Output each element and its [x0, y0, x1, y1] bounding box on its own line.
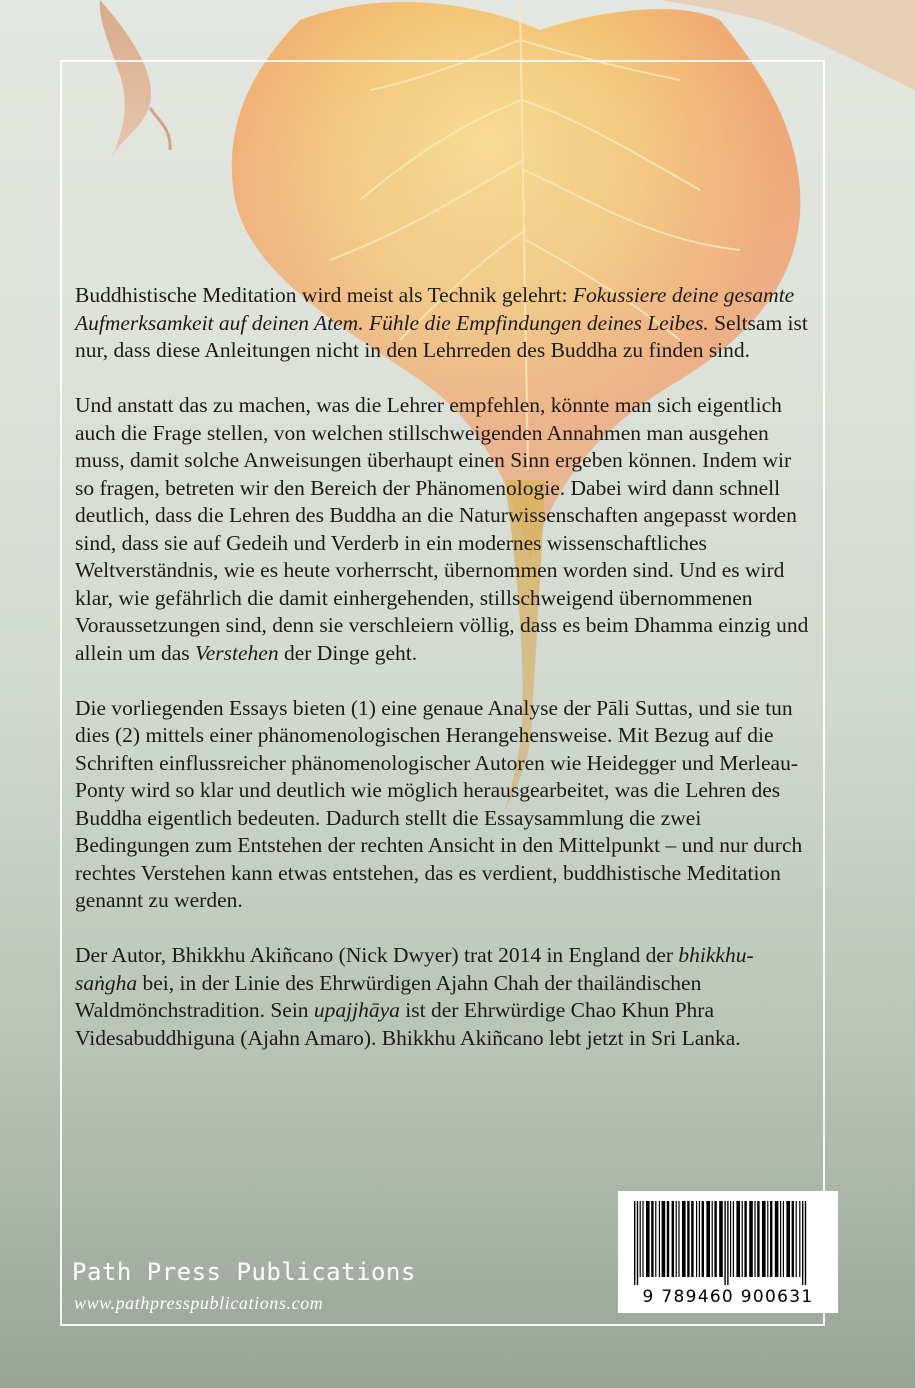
barcode-bar: [736, 1201, 740, 1277]
barcode-bar: [662, 1201, 666, 1277]
blurb-paragraph: [75, 392, 810, 667]
publisher-name: Path Press Publications: [72, 1258, 416, 1286]
barcode-bar: [724, 1201, 725, 1285]
barcode-bar: [678, 1201, 679, 1277]
barcode-bars: [628, 1201, 828, 1285]
barcode-bar: [799, 1201, 800, 1277]
barcode-bar: [744, 1201, 746, 1277]
barcode-bar: [659, 1201, 660, 1277]
barcode-bar: [802, 1201, 803, 1285]
barcode-bar: [646, 1201, 650, 1277]
barcode-bar: [775, 1201, 779, 1277]
italic-text: Verstehen: [195, 640, 279, 665]
barcode-bar: [767, 1201, 768, 1277]
barcode-bar: [712, 1201, 713, 1277]
text-run: Und anstatt das zu machen, was die Lehrer empfehlen, könnte man sich eigentlich auch die Frage stellen, von welchen stillschweigenden Annahmen man ausgehen muss, damit solche Anweisungen überhaupt einen Sinn ergeben können. Indem wir so fragen, betreten wir den Bereich der Phänomenologie. Dabei wird dann schnell deutlich, dass die Lehren des Buddha an die Naturwissenschaften angepasst worden sind, dass sie auf Gedeih und Verderb in ein modernes wissenschaftliches Weltverständnis, wie es heute vorherrscht, übernommen worden sind. Und es wird klar, wie gefährlich die damit einhergehenden, stillschweigend übernommenen Voraussetzungen sind, denn sie verschleiern völlig, dass es beim Dhamma einzig und allein um das: [75, 393, 809, 665]
italic-text: Fokussiere deine gesamte Aufmerksamkeit auf deinen Atem. Fühle die Empfindungen deines Leibes.: [75, 283, 795, 335]
barcode-bar: [696, 1201, 697, 1277]
blurb-paragraph: [75, 695, 810, 915]
blurb-paragraph: [75, 282, 810, 365]
isbn-number: 9 789460 900631: [642, 1287, 814, 1307]
barcode-bar: [780, 1201, 781, 1277]
barcode-bar: [742, 1201, 743, 1277]
barcode-bar: [687, 1201, 689, 1277]
barcode-bar: [770, 1201, 772, 1277]
barcode-bar: [706, 1201, 710, 1277]
barcode-bar: [642, 1201, 643, 1277]
italic-text: bhikkhu-saṅgha: [75, 943, 754, 995]
barcode-bar: [637, 1201, 638, 1285]
barcode-bar: [672, 1201, 674, 1277]
barcode-bar: [757, 1201, 759, 1277]
barcode-bar: [796, 1201, 797, 1277]
barcode-bar: [634, 1201, 635, 1285]
barcode-bar: [682, 1201, 686, 1277]
barcode-bar: [733, 1201, 734, 1277]
barcode-bar: [730, 1201, 731, 1277]
barcode-bar: [640, 1201, 641, 1277]
barcode-bar: [714, 1201, 716, 1277]
text-run: bei, in der Linie des Ehrwürdigen Ajahn Chah der thailändischen Waldmönchstradition. Sein: [75, 970, 702, 1022]
barcode-bar: [699, 1201, 700, 1277]
barcode-bar: [676, 1201, 677, 1277]
barcode-bar: [651, 1201, 653, 1277]
italic-text: upajjhāya: [313, 998, 400, 1022]
barcode-bar: [702, 1201, 704, 1277]
barcode-bar: [762, 1201, 766, 1277]
isbn-barcode: [618, 1191, 838, 1313]
barcode-bar: [719, 1201, 723, 1277]
text-run: ist der Ehrwürdige Chao Khun Phra Videsabuddhiguna (Ajahn Amaro). Bhikkhu Akiñcano lebt jetzt in Sri Lanka.: [75, 998, 741, 1050]
barcode-bar: [783, 1201, 784, 1277]
text-run: Die vorliegenden Essays bieten (1) eine genaue Analyse der Pāli Suttas, und sie tun dies (2) mittels einer phänomenologischen Herangehensweise. Mit Bezug auf die Schriften einflussreicher phänomenologischer Autoren wie Heidegger und Merleau-Ponty wird so klar und deutlich wie möglich herausgearbeitet, was die Lehren des Buddha eigentlich bedeuten. Dadurch stellt die Essaysammlung die zwei Bedingungen zum Entstehen der rechten Ansicht in den Mittelpunkt – und nur durch rechtes Verstehen kann etwas entstehen, das es verdient, buddhistische Meditation genannt zu werden.: [75, 695, 803, 912]
text-run: Buddhistische Meditation wird meist als Technik gelehrt:: [75, 283, 573, 307]
publisher-website: www.pathpresspublications.com: [74, 1293, 324, 1313]
barcode-bar: [655, 1201, 656, 1277]
barcode-bar: [727, 1201, 728, 1285]
barcode-bar: [667, 1201, 669, 1277]
barcode-bar: [754, 1201, 755, 1277]
barcode-bar: [749, 1201, 753, 1277]
barcode-bar: [792, 1201, 794, 1277]
blurb-paragraph: [75, 942, 810, 1052]
text-run: der Dinge geht.: [278, 640, 418, 665]
text-run: Seltsam ist nur, dass diese Anleitungen nicht in den Lehrreden des Buddha zu finden sind.: [75, 310, 808, 362]
barcode-bar: [786, 1201, 790, 1277]
cover-blurb: [75, 282, 810, 1080]
barcode-bar: [691, 1201, 693, 1277]
text-run: Der Autor, Bhikkhu Akiñcano (Nick Dwyer) trat 2014 in England der: [75, 943, 679, 967]
barcode-bar: [805, 1201, 806, 1285]
